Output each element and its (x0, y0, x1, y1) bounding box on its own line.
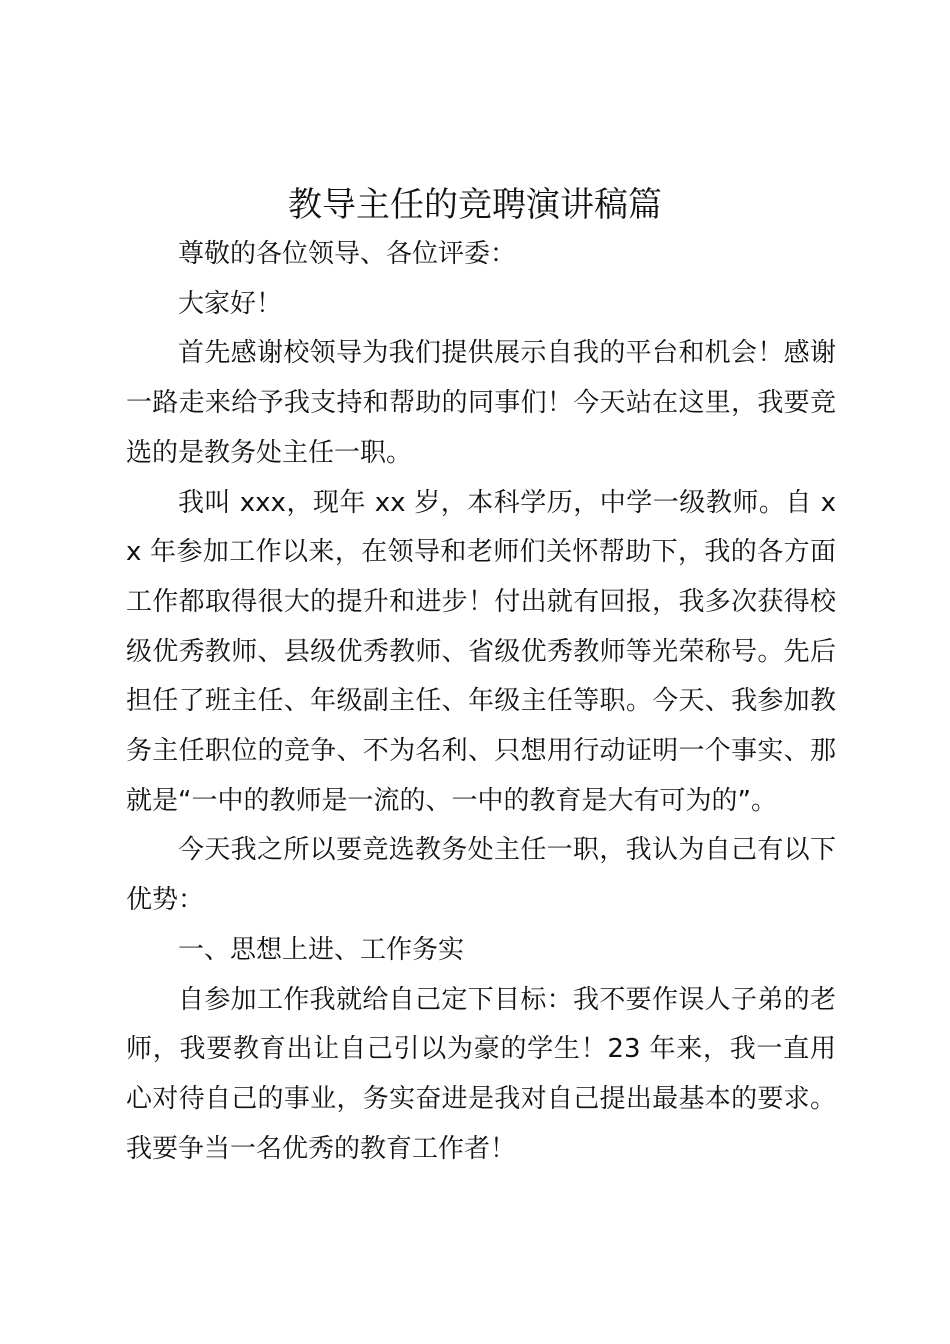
section-heading: 一、思想上进、工作务实 (178, 934, 465, 965)
advantages-intro-paragraph: 今天我之所以要竞选教务处主任一职，我认为自己有以下优势： (126, 835, 836, 916)
document-title: 教导主任的竞聘演讲稿篇 (288, 185, 662, 225)
salutation-paragraph: 尊敬的各位领导、各位评委： (178, 239, 517, 269)
self-introduction-paragraph: 我叫 xxx，现年 xx 岁，本科学历，中学一级教师。自 xx 年参加工作以来，在领导和老师们关怀帮助下，我的各方面工作都取得很大的提升和进步！付出就有回报，我多次获得校级优秀教师、县级优秀教师、省级优秀教师等光荣称号。先后担任了班主任、年级副主任、年级主任等职。今天、我参加教务主任职位的竞争、不为名利、只想用行动证明一个事实、那就是“一中的教师是一流的、一中的教育是大有可为的”。 (126, 487, 836, 816)
document-body (126, 230, 836, 1174)
greeting-paragraph: 大家好！ (178, 288, 283, 319)
thanks-paragraph: 首先感谢校领导为我们提供展示自我的平台和机会！感谢一路走来给予我支持和帮助的同事们！今天站在这里，我要竞选的是教务处主任一职。 (126, 338, 836, 468)
section-body-paragraph: 自参加工作我就给自己定下目标：我不要作误人子弟的老师，我要教育出让自己引以为豪的学生！23 年来，我一直用心对待自己的事业，务实奋进是我对自己提出最基本的要求。我要争当一名优秀的教育工作者！ (126, 984, 836, 1164)
